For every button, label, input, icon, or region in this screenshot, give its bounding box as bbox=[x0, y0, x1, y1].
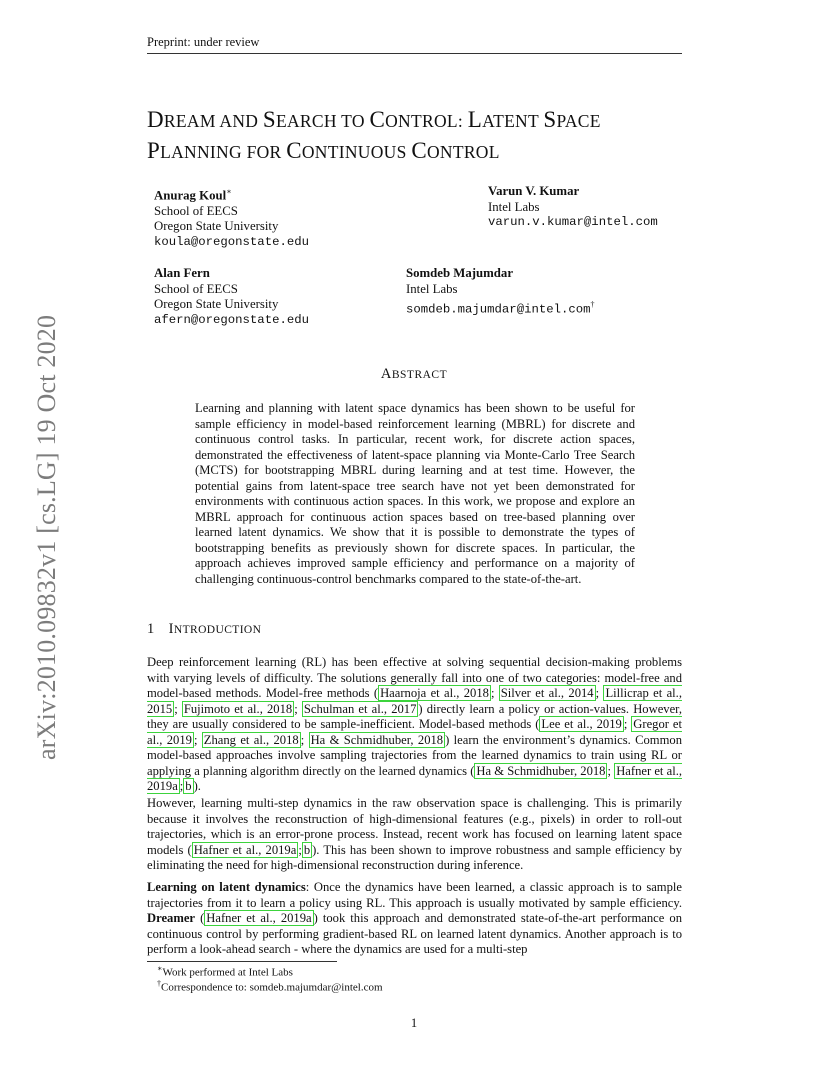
author-name: Alan Fern bbox=[154, 266, 210, 280]
paragraph-lead: Learning on latent dynamics bbox=[147, 880, 306, 894]
section-heading: 1 INTRODUCTION bbox=[147, 621, 262, 637]
author-email-mark: † bbox=[590, 300, 595, 309]
page-number: 1 bbox=[410, 1016, 418, 1030]
author-mark: ∗ bbox=[226, 187, 232, 196]
footnote-mark: ∗ bbox=[157, 964, 163, 973]
author-name: Anurag Koul bbox=[154, 188, 227, 203]
author-koul bbox=[154, 184, 309, 250]
title-line-1: DREAM AND SEARCH TO CONTROL: LATENT SPACE bbox=[147, 107, 601, 132]
citation-link[interactable]: Lillicrap et al., 2015 bbox=[147, 686, 682, 716]
arxiv-stamp-text: arXiv:2010.09832v1 [cs.LG] 19 Oct 2020 bbox=[32, 314, 61, 760]
preprint-header: Preprint: under review bbox=[147, 35, 260, 49]
author-affil: Oregon State University bbox=[154, 219, 279, 234]
citation-link[interactable]: Gregor et al., 2019 bbox=[147, 717, 683, 747]
citation-link[interactable]: Ha & Schmidhuber, 2018 bbox=[310, 732, 444, 747]
author-kumar bbox=[488, 184, 658, 231]
author-name: Somdeb Majumdar bbox=[406, 266, 513, 280]
section-number: 1 bbox=[147, 621, 155, 637]
author-email[interactable]: afern@oregonstate.edu bbox=[154, 312, 309, 327]
citation-link[interactable]: b bbox=[303, 842, 311, 857]
footnote-mark: † bbox=[157, 979, 161, 988]
author-affil: School of EECS bbox=[154, 203, 238, 218]
abstract-heading: ABSTRACT bbox=[380, 366, 448, 382]
paragraph-3: Learning on latent dynamics: Once the dynamics have been learned, a classic approach is to sample trajectories from it to learn a policy using RL. This approach is usually motivated by sample efficiency. Dreamer ( Hafner et al., 2019a ) took this approach and demonstrated state-of-the-art performance on continuous control by performing gradient-based RL on learned latent dynamics. Another approach is to perform a look-ahead search - where the dynamics are used for a multi-step bbox=[147, 880, 683, 956]
paragraph-2: However, learning multi-step dynamics in the raw observation space is challenging. This is primarily because it involves the reconstruction of high-dimensional features (e.g., pixels) in order to roll-out trajectories, which is an error-prone process. Instead, recent work has focused on learning latent space models ( Hafner et al., 2019a ; b ). This has been shown to improve robustness and sample efficiency by eliminating the need for high-dimensional reconstruction during inference. bbox=[147, 796, 682, 872]
method-name: Dreamer bbox=[147, 911, 196, 925]
author-affil: School of EECS bbox=[154, 281, 238, 296]
author-affil: Intel Labs bbox=[406, 281, 458, 296]
author-fern bbox=[154, 266, 309, 328]
citation-link[interactable]: Hafner et al., 2019a bbox=[193, 842, 297, 857]
citation-link[interactable]: Haarnoja et al., 2018 bbox=[380, 686, 489, 700]
citation-link[interactable]: Schulman et al., 2017 bbox=[303, 701, 417, 716]
author-affil: Intel Labs bbox=[488, 199, 540, 214]
citation-link[interactable]: b bbox=[185, 779, 192, 793]
paper-title bbox=[147, 105, 687, 167]
citation-link[interactable]: Lee et al., 2019 bbox=[541, 717, 622, 731]
author-email[interactable]: koula@oregonstate.edu bbox=[154, 234, 309, 249]
title-line-2: PLANNING FOR CONTINUOUS CONTROL bbox=[147, 138, 500, 163]
abstract-text: Learning and planning with latent space dynamics has been shown to be useful for sample efficiency in model-based reinforcement learning (MBRL) for discrete and continuous control tasks. In particular, recent work, for discrete action spaces, demonstrated the effectiveness of latent-space planning via Monte-Carlo Tree Search (MCTS) for bootstrapping MBRL during learning and at test time. However, the potential gains from latent-space tree search have not yet been demonstrated for environments with continuous action spaces. In this work, we propose and explore an MBRL approach for continuous action spaces based on tree-based planning over learned latent dynamics. We show that it is possible to demonstrate the types of bootstrapping benefits as previously shown for discrete spaces. In particular, the approach achieves improved sample efficiency and performance on a majority of challenging continuous-control benchmarks compared to the state-of-the-art. bbox=[195, 401, 635, 586]
citation-link[interactable]: Hafner et al., 2019a bbox=[206, 911, 312, 925]
citation-link[interactable]: Zhang et al., 2018 bbox=[203, 732, 299, 747]
header-rule bbox=[147, 53, 682, 54]
citation-link[interactable]: Silver et al., 2014 bbox=[500, 686, 594, 700]
author-email[interactable]: somdeb.majumdar@intel.com bbox=[406, 302, 591, 317]
author-affil: Oregon State University bbox=[154, 297, 279, 311]
arxiv-stamp bbox=[12, 290, 61, 760]
author-name: Varun V. Kumar bbox=[488, 184, 580, 198]
footnote-2: †Correspondence to: somdeb.majumdar@intel.com bbox=[157, 979, 383, 994]
author-email[interactable]: varun.v.kumar@intel.com bbox=[488, 215, 658, 229]
citation-link[interactable]: Ha & Schmidhuber, 2018 bbox=[476, 763, 606, 778]
citation-link[interactable]: Hafner et al., 2019a bbox=[147, 763, 683, 793]
author-majumdar bbox=[406, 266, 594, 318]
paragraph-1: Deep reinforcement learning (RL) has been effective at solving sequential decision-making problems with varying levels of difficulty. The solutions generally fall into one of two categories: model-free and model-based methods. Model-free methods ( Haarnoja et al., 2018 ; Silver et al., 2014 ; Lillicrap et al., 2015 ; Fujimoto et al., 2018 ; Schulman et al., 2017 ) directly learn a policy or action-values. However, they are usually considered to be sample-inefficient. Model-based methods ( Lee et al., 2019 ; Gregor et al., 2019 ; Zhang et al., 2018 ; Ha & Schmidhuber, 2018 ) learn the environment’s dynamics. Common model-based approaches involve sampling trajectories from the learned dynamics to train using RL or applying a planning algorithm directly on the learned dynamics ( Ha & Schmidhuber, 2018 ; Hafner et al., 2019a ; b ). bbox=[147, 655, 683, 793]
footnote-1: ∗Work performed at Intel Labs bbox=[157, 964, 293, 979]
citation-link[interactable]: Fujimoto et al., 2018 bbox=[183, 701, 293, 716]
